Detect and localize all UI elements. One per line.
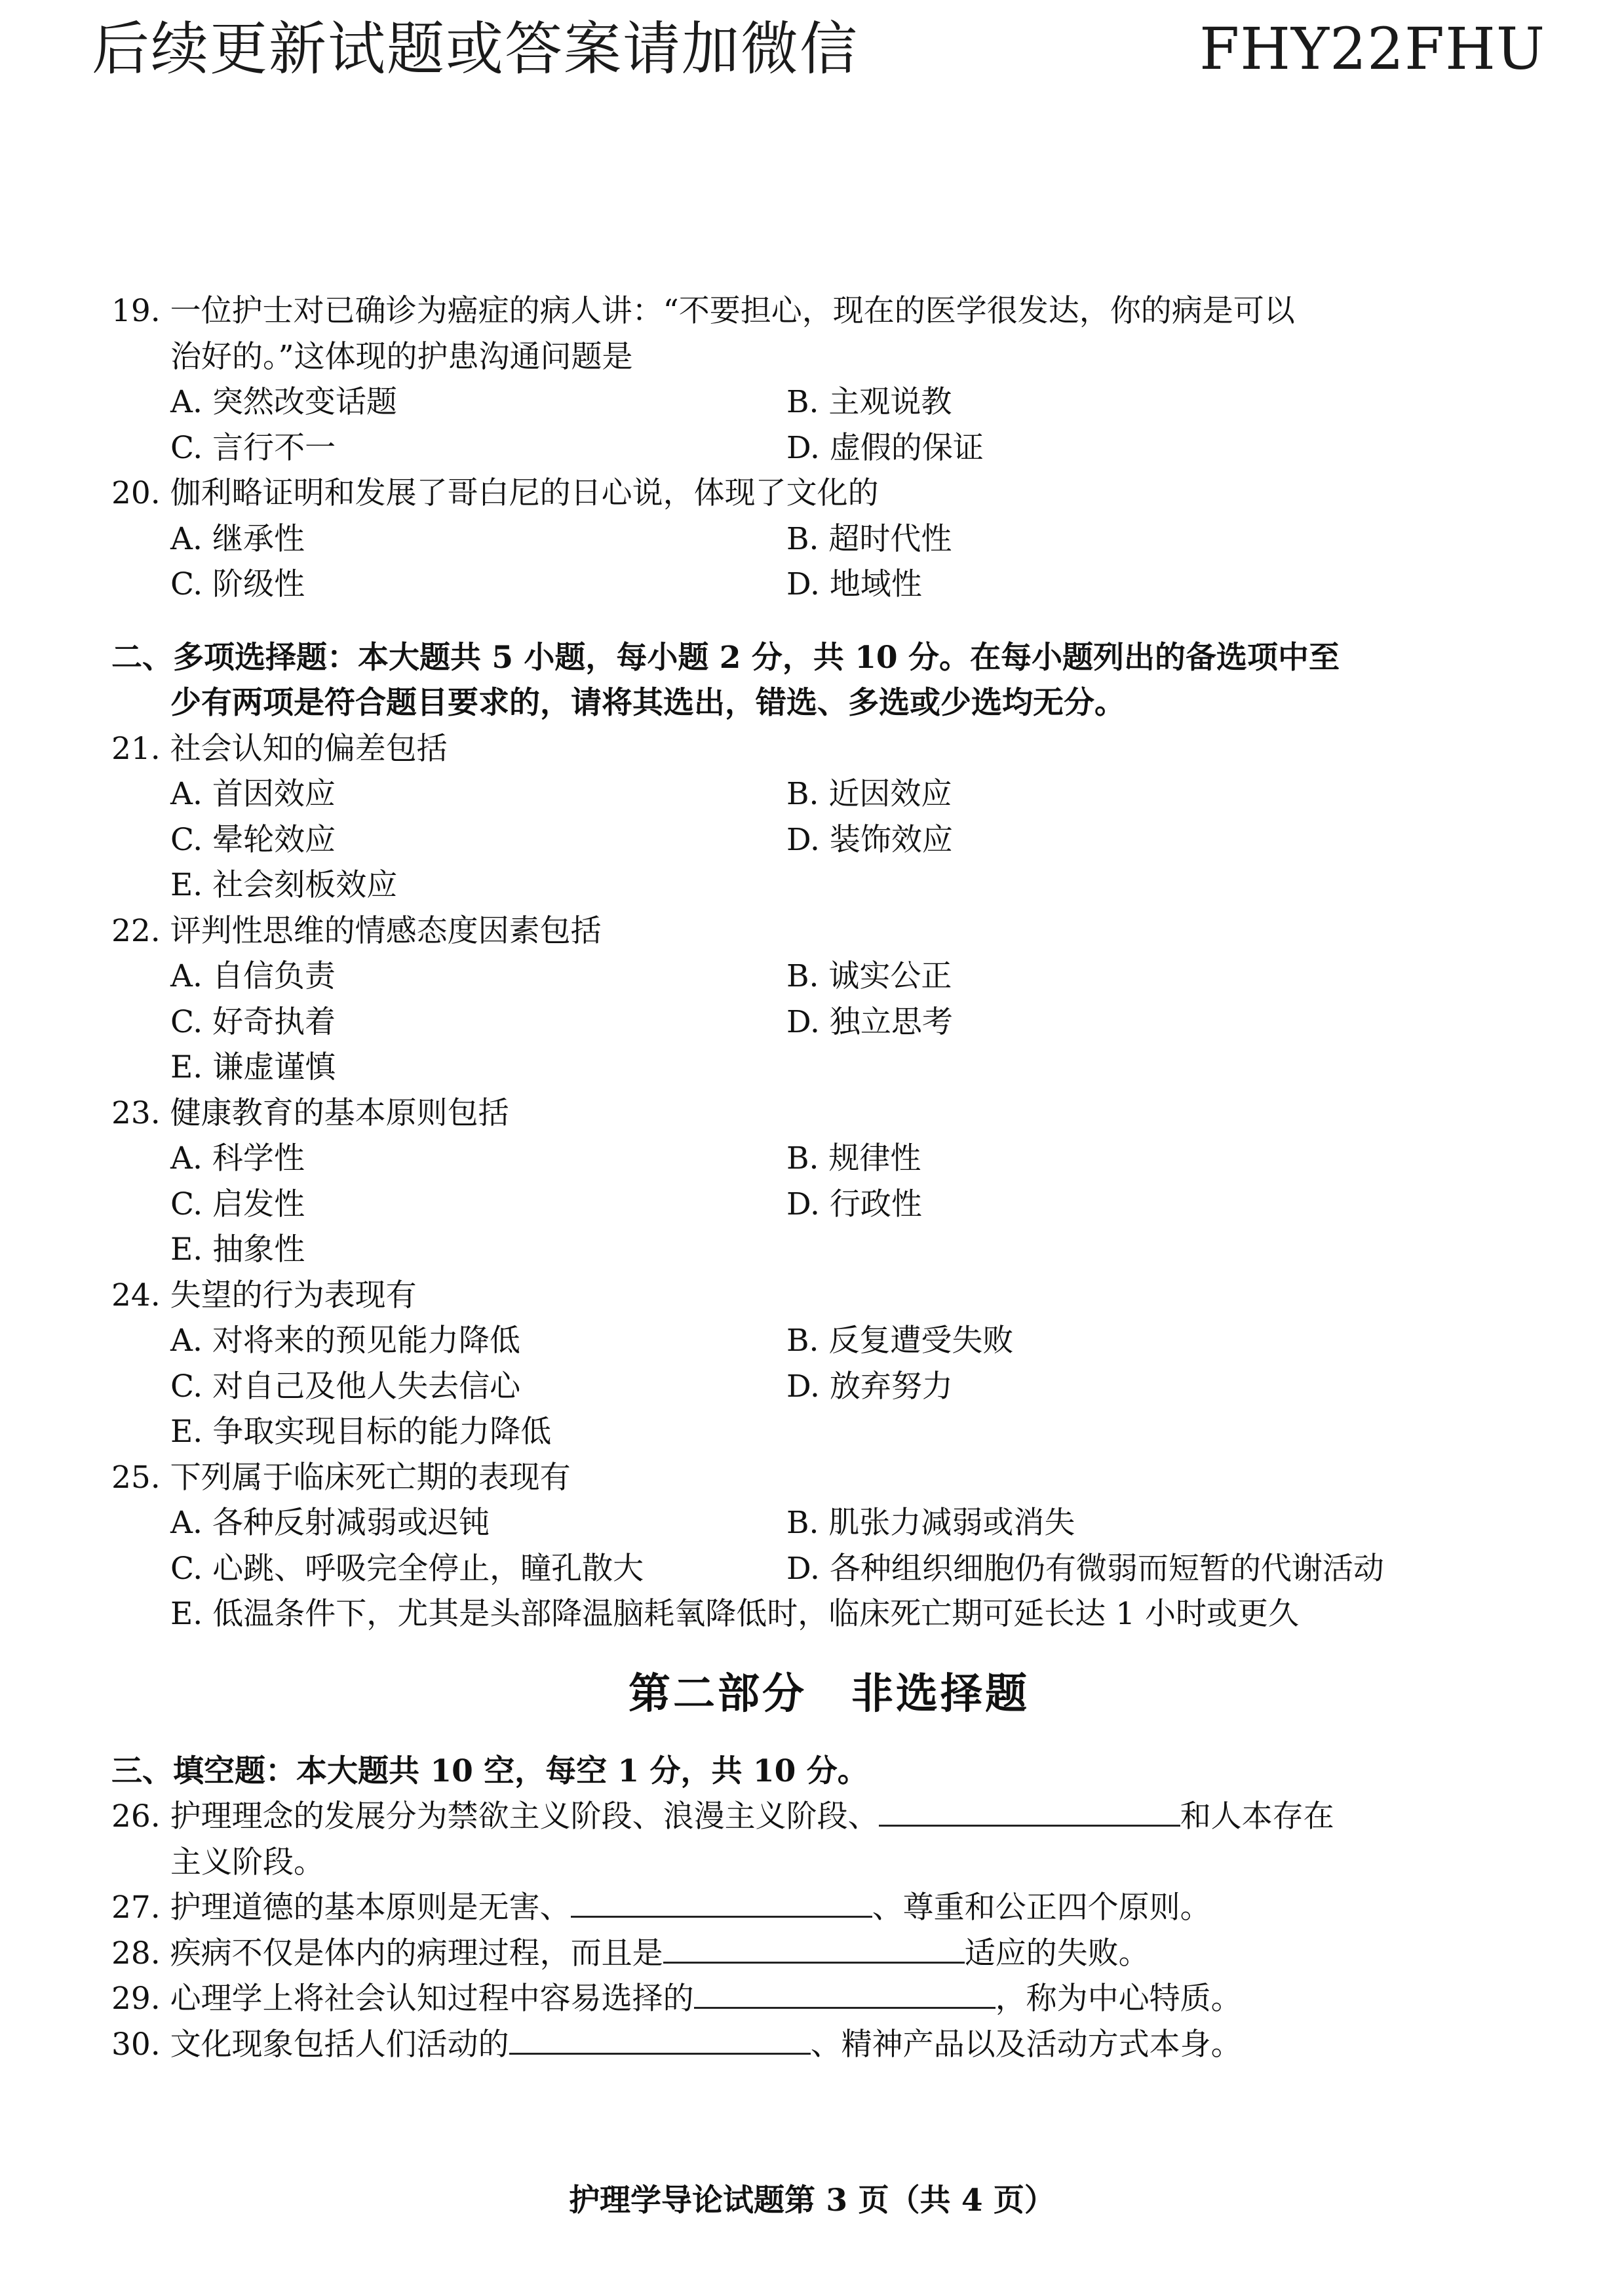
- option-c: C. 启发性: [170, 1186, 305, 1222]
- question-21: [111, 726, 1547, 908]
- option-row: [111, 999, 1547, 1045]
- option-a: A. 科学性: [170, 1140, 305, 1176]
- option-row: [111, 516, 1547, 562]
- exam-content: [111, 288, 1547, 2067]
- question-stem: 21. 社会认知的偏差包括: [111, 730, 448, 767]
- option-e: E. 谦虚谨慎: [170, 1049, 336, 1085]
- option-d: D. 行政性: [786, 1186, 922, 1222]
- question-stem: 20. 伽利略证明和发展了哥白尼的日心说，体现了文化的: [111, 475, 879, 511]
- question-stem: 25. 下列属于临床死亡期的表现有: [111, 1459, 571, 1496]
- watermark-text: 后续更新试题或答案请加微信: [92, 15, 859, 83]
- option-a: A. 突然改变话题: [170, 384, 397, 420]
- option-e: E. 争取实现目标的能力降低: [170, 1414, 552, 1450]
- question-29: [111, 1976, 1547, 2022]
- question-27: [111, 1885, 1547, 1931]
- option-row: [111, 379, 1547, 425]
- option-row: [111, 1045, 1547, 1091]
- option-row: [111, 1546, 1547, 1592]
- answer-blank[interactable]: [694, 1978, 996, 2009]
- section-3-heading: 三、填空题：本大题共 10 空，每空 1 分，共 10 分。: [111, 1753, 868, 1789]
- question-28: [111, 1931, 1547, 1977]
- option-b: B. 超时代性: [786, 520, 952, 557]
- question-stem: 23. 健康教育的基本原则包括: [111, 1095, 509, 1131]
- option-c: C. 言行不一: [170, 429, 336, 466]
- option-row: [111, 1182, 1547, 1228]
- question-stem: 19. 一位护士对已确诊为癌症的病人讲：“不要担心，现在的医学很发达，你的病是可以: [111, 293, 1295, 329]
- option-a: A. 各种反射减弱或迟钝: [170, 1505, 490, 1541]
- option-e: E. 社会刻板效应: [170, 867, 398, 903]
- question-19: [111, 288, 1547, 471]
- option-row: [111, 562, 1547, 608]
- option-d: D. 地域性: [786, 566, 922, 602]
- question-text: 适应的失败。: [964, 1935, 1150, 1971]
- question-text: 主义阶段。: [170, 1844, 324, 1880]
- option-row: [111, 1227, 1547, 1273]
- option-d: D. 独立思考: [786, 1003, 953, 1040]
- option-b: B. 主观说教: [786, 384, 952, 420]
- page-footer: 护理学导论试题第 3 页（共 4 页）: [569, 2183, 1055, 2219]
- question-30: [111, 2022, 1547, 2068]
- answer-blank[interactable]: [509, 2024, 811, 2055]
- section-heading: 二、多项选择题：本大题共 5 小题，每小题 2 分，共 10 分。在每小题列出的备选项中至: [111, 639, 1340, 676]
- option-c: C. 阶级性: [170, 566, 305, 602]
- option-c: C. 好奇执着: [170, 1003, 336, 1040]
- answer-blank[interactable]: [663, 1933, 965, 1964]
- option-row: [111, 954, 1547, 999]
- question-text: ，称为中心特质。: [995, 1981, 1242, 2017]
- answer-blank[interactable]: [879, 1796, 1180, 1827]
- question-25: [111, 1455, 1547, 1637]
- option-a: A. 继承性: [170, 520, 305, 557]
- option-e: E. 抽象性: [170, 1232, 305, 1268]
- option-row: [111, 817, 1547, 863]
- option-row: [111, 1591, 1547, 1637]
- question-text: 、精神产品以及活动方式本身。: [810, 2026, 1242, 2063]
- answer-blank[interactable]: [571, 1887, 872, 1918]
- option-row: [111, 771, 1547, 817]
- option-c: C. 对自己及他人失去信心: [170, 1368, 521, 1405]
- section-heading: 少有两项是符合题目要求的，请将其选出，错选、多选或少选均无分。: [170, 685, 1125, 721]
- question-26: [111, 1794, 1547, 1885]
- option-a: A. 首因效应: [170, 776, 336, 812]
- question-24: [111, 1273, 1547, 1455]
- question-23: [111, 1091, 1547, 1273]
- option-d: D. 各种组织细胞仍有微弱而短暂的代谢活动: [786, 1550, 1384, 1587]
- option-row: [111, 1136, 1547, 1182]
- question-text: 29. 心理学上将社会认知过程中容易选择的: [111, 1981, 694, 2017]
- option-row: [111, 1318, 1547, 1364]
- option-row: [111, 1409, 1547, 1455]
- question-stem: 22. 评判性思维的情感态度因素包括: [111, 912, 602, 949]
- section-2-heading: [111, 635, 1547, 726]
- option-d: D. 虚假的保证: [786, 429, 984, 466]
- question-22: [111, 908, 1547, 1091]
- option-a: A. 自信负责: [170, 958, 336, 994]
- option-b: B. 肌张力减弱或消失: [786, 1505, 1075, 1541]
- option-e: E. 低温条件下，尤其是头部降温脑耗氧降低时，临床死亡期可延长达 1 小时或更久: [170, 1596, 1299, 1632]
- option-c: C. 晕轮效应: [170, 821, 336, 858]
- question-20: [111, 471, 1547, 608]
- option-b: B. 规律性: [786, 1140, 921, 1176]
- question-text: 26. 护理理念的发展分为禁欲主义阶段、浪漫主义阶段、: [111, 1798, 879, 1834]
- option-c: C. 心跳、呼吸完全停止，瞳孔散大: [170, 1550, 644, 1587]
- option-a: A. 对将来的预见能力降低: [170, 1323, 520, 1359]
- option-d: D. 装饰效应: [786, 821, 953, 858]
- option-row: [111, 1500, 1547, 1546]
- question-stem: 治好的。”这体现的护患沟通问题是: [170, 338, 633, 375]
- option-b: B. 近因效应: [786, 776, 952, 812]
- question-text: 和人本存在: [1180, 1798, 1334, 1834]
- fill-blank-line: [111, 1794, 1547, 1840]
- part-2-title: 第二部分 非选择题: [628, 1669, 1030, 1718]
- question-text: 28. 疾病不仅是体内的病理过程，而且是: [111, 1935, 663, 1971]
- option-b: B. 诚实公正: [786, 958, 952, 994]
- watermark-banner: [92, 13, 1545, 85]
- option-d: D. 放弃努力: [786, 1368, 953, 1405]
- question-text: 、尊重和公正四个原则。: [872, 1890, 1211, 1926]
- watermark-wechat-id: FHY22FHU: [1199, 15, 1545, 83]
- question-stem: 24. 失望的行为表现有: [111, 1277, 417, 1313]
- option-b: B. 反复遭受失败: [786, 1323, 1014, 1359]
- question-text: 27. 护理道德的基本原则是无害、: [111, 1890, 571, 1926]
- option-row: [111, 1364, 1547, 1410]
- question-text: 30. 文化现象包括人们活动的: [111, 2026, 509, 2063]
- option-row: [111, 863, 1547, 908]
- option-row: [111, 425, 1547, 471]
